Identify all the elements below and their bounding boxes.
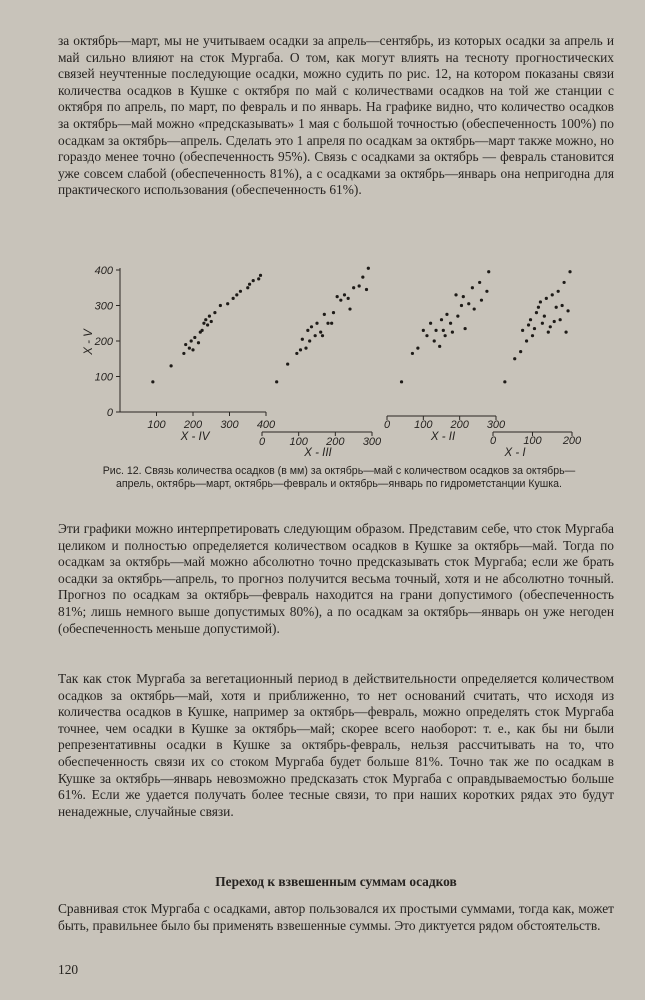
data-point — [259, 274, 262, 277]
data-point — [561, 304, 564, 307]
data-point — [306, 329, 309, 332]
data-point — [226, 302, 229, 305]
data-point — [557, 290, 560, 293]
y-tick-label: 200 — [94, 336, 113, 348]
data-point — [462, 295, 465, 298]
data-point — [429, 322, 432, 325]
data-point — [416, 347, 419, 350]
data-point — [442, 329, 445, 332]
data-point — [559, 318, 562, 321]
data-point — [434, 329, 437, 332]
data-point — [252, 279, 255, 282]
data-point — [444, 334, 447, 337]
data-point — [563, 281, 566, 284]
data-point — [323, 313, 326, 316]
data-point — [191, 348, 194, 351]
data-point — [314, 334, 317, 337]
x-tick-label: 100 — [523, 435, 542, 447]
data-point — [485, 290, 488, 293]
x-axis-label: X - I — [504, 447, 526, 459]
data-point — [487, 270, 490, 273]
y-tick-label: 300 — [94, 300, 113, 313]
data-point — [454, 293, 457, 296]
paragraph-2: Эти графики можно интерпретировать следующим образом. Представим себе, что сток Мургаба целиком и полностью определяется количеством осадков в Кушке за октябрь—май. Тогда по осадкам за октябрь—май можно абсолютно точно предсказывать сток Мургаба; если же брать осадки за октябрь—апрель, то прогноз получится весьма точный, хотя и не абсолютно точный. Прогноз по осадкам за октябрь—февраль находится на грани допустимого (обеспеченность 81%; лишь немного выше допустимых 80%), а по осадкам за октябрь—январь он уже негоден (обеспеченность меньше допустимой). — [58, 521, 614, 636]
data-point — [286, 362, 289, 365]
section-heading: Переход к взвешенным суммам осадков — [215, 874, 457, 889]
y-axis-label: X - V — [83, 329, 95, 355]
data-point — [451, 331, 454, 334]
x-tick-label: 100 — [289, 436, 308, 448]
data-point — [321, 334, 324, 337]
data-point — [348, 307, 351, 310]
data-point — [449, 322, 452, 325]
data-point — [275, 380, 278, 383]
x-tick-label: 200 — [326, 436, 345, 448]
data-point — [543, 315, 546, 318]
data-point — [197, 341, 200, 344]
data-point — [531, 334, 534, 337]
data-point — [182, 352, 185, 355]
data-point — [219, 304, 222, 307]
data-point — [304, 347, 307, 350]
x-tick-label: 100 — [414, 419, 433, 431]
data-point — [301, 338, 304, 341]
data-point — [151, 380, 154, 383]
data-point — [358, 284, 361, 287]
data-point — [332, 311, 335, 314]
data-point — [330, 322, 333, 325]
scatter-figure — [0, 0, 645, 470]
data-point — [555, 306, 558, 309]
data-point — [445, 313, 448, 316]
data-point — [193, 336, 196, 339]
data-point — [537, 306, 540, 309]
x-tick-label: 300 — [220, 419, 239, 431]
data-point — [440, 318, 443, 321]
data-point — [343, 293, 346, 296]
x-tick-label: 0 — [383, 419, 391, 431]
data-point — [208, 315, 211, 318]
data-point — [299, 348, 302, 351]
data-point — [361, 276, 364, 279]
data-point — [202, 322, 205, 325]
data-point — [336, 295, 339, 298]
x-tick-label: 0 — [489, 435, 497, 447]
y-tick-label: 400 — [94, 265, 113, 277]
data-point — [257, 277, 260, 280]
data-point — [201, 329, 204, 332]
data-point — [246, 286, 249, 289]
data-point — [422, 329, 425, 332]
data-point — [347, 297, 350, 300]
data-point — [339, 299, 342, 302]
page-number: 120 — [58, 962, 79, 977]
data-point — [308, 339, 311, 342]
paragraph-3: Так как сток Мургаба за вегетационный период в действительности определяется количеством осадков за октябрь—май, хотя и приближенно, то нет оснований считать, что исходя из количества осадков в Кушке, например за октябрь—февраль, можно определять сток Мургаба точнее, чем осадки в Кушке за октябрь—май; скорее всего наоборот: т. е., как бы ни были репрезентативны осадки в Кушке за октябрь-февраль, нельзя рассчитывать на то, что обеспеченность связи их со стоком Мургаба будет больше 81%. Точно так же по осадкам в Кушке за октябрь—январь невозможно предсказать сток Мургаба с оправдываемостью больше 61%. Если же удается получать более тесные связи, то при наших коротких рядах это будут ненадежные, случайные связи. — [58, 671, 614, 819]
data-point — [551, 293, 554, 296]
data-point — [535, 311, 538, 314]
paragraph-4: Сравнивая сток Мургаба с осадками, автор пользовался их простыми суммами, тогда как, может быть, правильнее было бы применять взвешенные суммы. Это диктуется рядом обстоятельств. — [58, 901, 614, 933]
data-point — [503, 380, 506, 383]
x-axis-label: X - IV — [180, 431, 210, 443]
data-point — [533, 327, 536, 330]
data-point — [190, 339, 193, 342]
data-point — [367, 267, 370, 270]
data-point — [513, 357, 516, 360]
data-point — [549, 325, 552, 328]
data-point — [204, 318, 207, 321]
x-tick-label: 200 — [183, 419, 203, 431]
data-point — [545, 297, 548, 300]
x-tick-label: 300 — [486, 419, 506, 431]
x-tick-label: 300 — [362, 436, 382, 448]
data-point — [310, 325, 313, 328]
x-tick-label: 200 — [450, 419, 469, 431]
data-point — [295, 352, 298, 355]
data-point — [566, 309, 569, 312]
data-point — [478, 281, 481, 284]
data-point — [210, 320, 213, 323]
data-point — [433, 339, 436, 342]
data-point — [365, 288, 368, 291]
data-point — [460, 304, 463, 307]
x-tick-label: 200 — [562, 435, 582, 447]
data-point — [464, 327, 467, 330]
data-point — [521, 329, 524, 332]
data-point — [553, 320, 556, 323]
data-point — [248, 283, 251, 286]
data-point — [471, 286, 474, 289]
data-point — [239, 290, 242, 293]
data-point — [438, 345, 441, 348]
data-point — [315, 322, 318, 325]
data-point — [529, 318, 532, 321]
x-axis-label: X - III — [304, 447, 332, 459]
x-tick-label: 0 — [258, 436, 266, 448]
paragraph-1: за октябрь—март, мы не учитываем осадки за апрель—сентябрь, из которых осадки за апрель и май сильно влияют на сток Мургаба. О том, как могут влиять на тесноту прогностических связей неучтенные последующие осадки, можно судить по рис. 12, на котором показаны связи количества осадков в Кушке с октября по май с количествами осадков на той же станции с октября по апрель, по март, по февраль и по январь. На графике видно, что количество осадков за октябрь—май можно «предсказывать» 1 мая с большой точностью (обеспеченность 100%) по осадкам за октябрь—апрель. Сделать это 1 апреля по осадкам за октябрь—март также можно, но гораздо менее точно (обеспеченность 95%). Связь с осадками за октябрь — февраль становится уже совсем слабой (обеспеченность 81%), а с осадками за октябрь—январь она непригодна для практического использования (обеспеченность 61%). — [58, 33, 614, 198]
data-point — [473, 307, 476, 310]
data-point — [564, 331, 567, 334]
x-tick-label: 100 — [147, 419, 166, 431]
data-point — [568, 270, 571, 273]
data-point — [235, 293, 238, 296]
data-point — [425, 334, 428, 337]
data-point — [456, 315, 459, 318]
data-point — [539, 300, 542, 303]
data-point — [213, 311, 216, 314]
data-point — [206, 323, 209, 326]
data-point — [326, 322, 329, 325]
data-point — [525, 339, 528, 342]
data-point — [519, 350, 522, 353]
x-axis-label: X - II — [430, 431, 456, 443]
data-point — [467, 302, 470, 305]
data-point — [170, 364, 173, 367]
data-point — [188, 347, 191, 350]
data-point — [232, 297, 235, 300]
figure-caption: Рис. 12. Связь количества осадков (в мм) за октябрь—май с количеством осадков за октябрь—апрель, октябрь—март, октябрь—февраль и октябрь—январь по гидрометстанции Кушка. — [102, 465, 576, 491]
y-tick-label: 0 — [106, 407, 113, 419]
data-point — [527, 323, 530, 326]
data-point — [541, 322, 544, 325]
data-point — [547, 331, 550, 334]
data-point — [184, 343, 187, 346]
y-tick-label: 100 — [94, 371, 113, 384]
data-point — [400, 380, 403, 383]
data-point — [352, 286, 355, 289]
data-point — [411, 352, 414, 355]
data-point — [319, 331, 322, 334]
data-point — [480, 299, 483, 302]
x-tick-label: 400 — [256, 419, 276, 431]
